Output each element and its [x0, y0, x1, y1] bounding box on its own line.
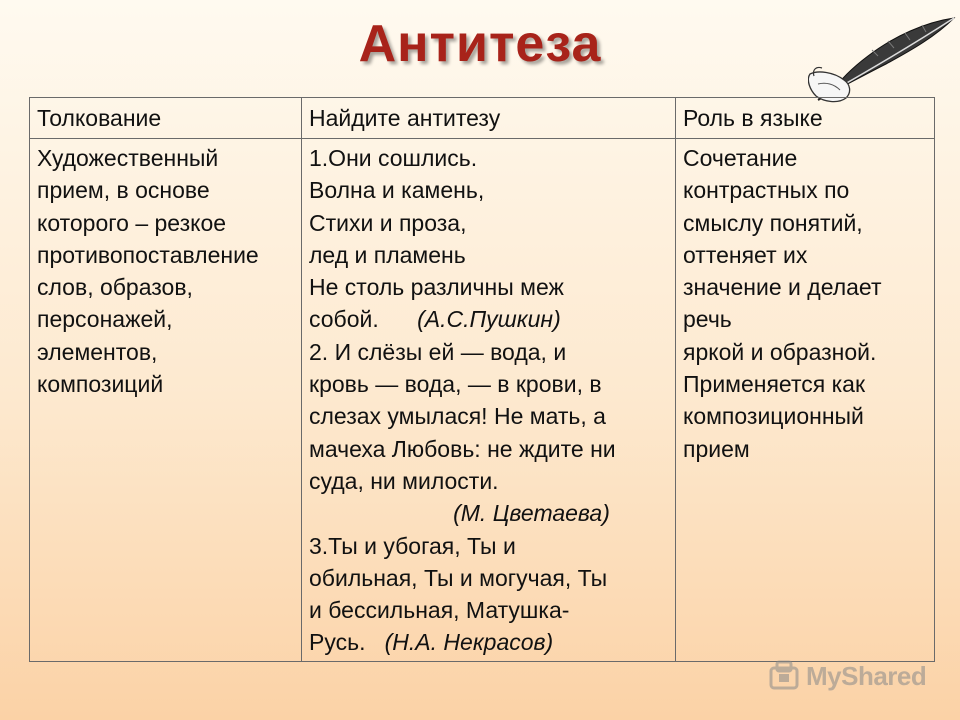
- example-line: лед и пламень: [309, 241, 466, 268]
- header-role-in-language: Роль в языке: [676, 98, 935, 139]
- role-line: прием: [683, 435, 750, 462]
- example-line: слезах умылася! Не мать, а: [309, 403, 606, 430]
- examples-cell: [302, 139, 676, 662]
- example-line: обильная, Ты и могучая, Ты: [309, 564, 608, 591]
- example-line: 2. И слёзы ей — вода, и: [309, 338, 567, 365]
- table-row: [30, 139, 935, 662]
- role-line: оттеняет их: [683, 241, 808, 268]
- author-tsvetaeva: (М. Цветаева): [453, 500, 610, 527]
- example-line: мачеха Любовь: не ждите ни: [309, 435, 616, 462]
- example-line: Стихи и проза,: [309, 209, 467, 236]
- example-line: кровь — вода, — в крови, в: [309, 371, 602, 398]
- role-line: композиционный: [683, 403, 864, 430]
- definition-line: композиций: [37, 371, 164, 398]
- role-line: смыслу понятий,: [683, 209, 863, 236]
- author-pushkin: (А.С.Пушкин): [417, 306, 561, 333]
- example-line: суда, ни милости.: [309, 467, 499, 494]
- definition-line: элементов,: [37, 338, 158, 365]
- myshared-logo-icon: [768, 659, 802, 693]
- author-nekrasov: (Н.А. Некрасов): [384, 629, 554, 656]
- example-line: 3.Ты и убогая, Ты и: [309, 532, 516, 559]
- example-line: [309, 303, 670, 335]
- example-line: Волна и камень,: [309, 177, 485, 204]
- antithesis-table: [29, 97, 935, 662]
- myshared-watermark: [768, 656, 928, 696]
- role-line: Применяется как: [683, 371, 866, 398]
- role-line: контрастных по: [683, 177, 850, 204]
- role-line: речь: [683, 306, 732, 333]
- role-line: яркой и образной.: [683, 338, 877, 365]
- definition-line: Художественный: [37, 145, 219, 171]
- role-line: значение и делает: [683, 274, 882, 301]
- example-text: собой.: [309, 306, 379, 333]
- example-text: Русь.: [309, 629, 366, 656]
- watermark-text: MyShared: [806, 660, 927, 691]
- example-line: [309, 626, 670, 658]
- definition-line: слов, образов,: [37, 274, 193, 301]
- example-line: 1.Они сошлись.: [309, 145, 478, 171]
- example-line: и бессильная, Матушка-: [309, 597, 570, 624]
- table-header-row: [30, 98, 935, 139]
- role-cell: [676, 139, 935, 662]
- definition-line: которого – резкое: [37, 209, 227, 236]
- header-interpretation: Толкование: [30, 98, 302, 139]
- definition-line: прием, в основе: [37, 177, 210, 204]
- page-title: Антитеза: [358, 15, 602, 73]
- role-line: Сочетание: [683, 145, 798, 171]
- definition-line: противопоставление: [37, 241, 259, 268]
- definition-line: персонажей,: [37, 306, 173, 333]
- definition-cell: [30, 139, 302, 662]
- header-find-antithesis: Найдите антитезу: [302, 98, 676, 139]
- example-line: Не столь различны меж: [309, 274, 564, 301]
